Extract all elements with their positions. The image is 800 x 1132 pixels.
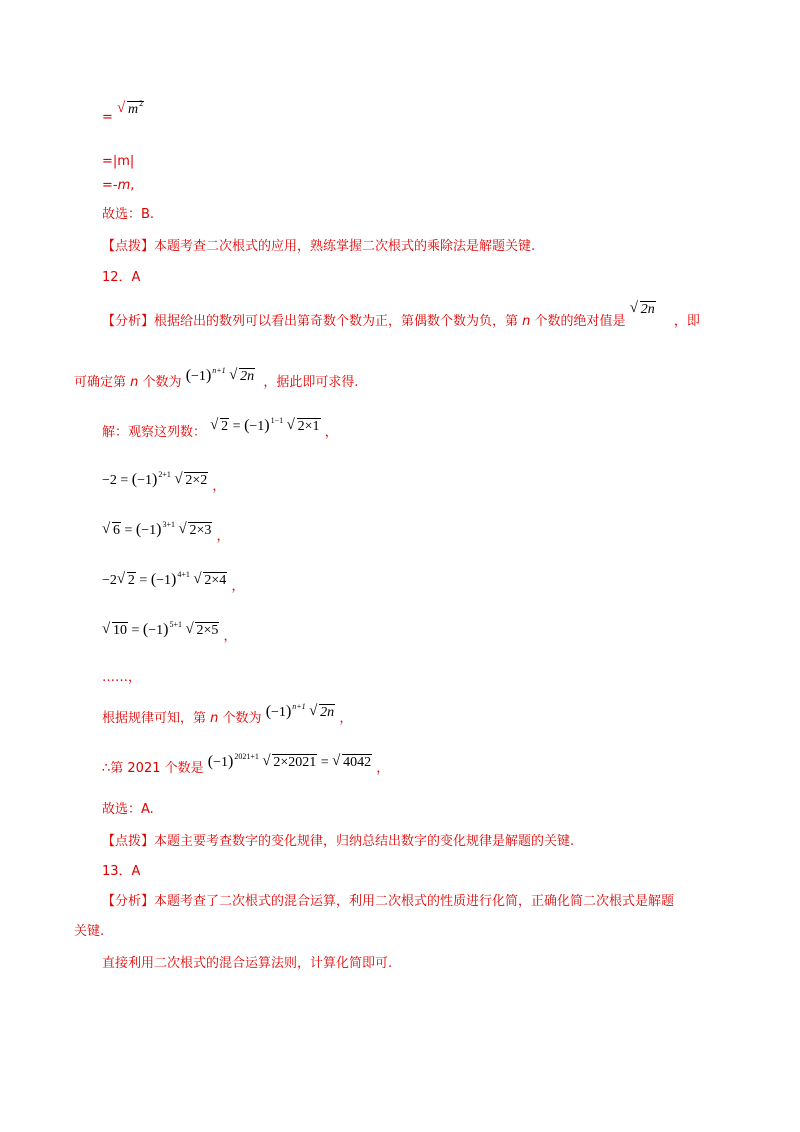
- text: ，: [223, 629, 237, 644]
- equals-sign: =: [102, 110, 113, 125]
- term-2021: [102, 752, 390, 780]
- comma: ,: [130, 178, 135, 193]
- analysis-12-line2: [74, 366, 359, 394]
- ellipsis: ……，: [102, 670, 142, 685]
- term-3: [102, 520, 230, 542]
- radical-2n: √ 2n: [631, 300, 656, 320]
- solution-start: [102, 416, 338, 444]
- analysis-12-line1: [102, 302, 700, 332]
- formula-term-4: −2√ $2 = (-1)^{4+1}$ √ 2×4: [102, 573, 227, 588]
- equals-minus: =-: [102, 178, 118, 193]
- step-sqrt-m-squared: [102, 99, 144, 129]
- tip-11: 【点拨】本题考查二次根式的应用，熟练掌握二次根式的乘除法是解题关键.: [102, 239, 536, 254]
- var-m: m: [117, 178, 131, 193]
- analysis-13-line1: 【分析】本题考查了二次根式的混合运算，利用二次根式的性质进行化简，正确化简二次根式是解题: [102, 894, 675, 909]
- rule-conclusion: [102, 702, 353, 730]
- text: 个数的绝对值是: [534, 314, 626, 329]
- var-n: n: [522, 314, 531, 329]
- formula-term-2021: $(-1)^{2021+1}$ √ 2×2021 = √ 4042: [208, 755, 372, 770]
- step-neg-m: [102, 176, 134, 196]
- text: ，: [212, 479, 226, 494]
- term-2: [102, 470, 225, 492]
- term-4: [102, 570, 244, 592]
- text: 个数为: [222, 711, 262, 726]
- text: ∴第 2021 个数是: [102, 761, 204, 776]
- step-abs-m: =|m|: [102, 154, 135, 169]
- answer-12: 故选：A.: [102, 802, 154, 817]
- radical-m-squared: [118, 100, 144, 121]
- exponent: 2: [139, 99, 144, 108]
- formula-term-2: $-2 = (-1)^{2+1}$ √ 2×2: [102, 473, 208, 488]
- term-5: [102, 620, 237, 642]
- formula-term-3: √ $6 = (-1)^{3+1}$ √ 2×3: [102, 523, 212, 538]
- text: ，: [324, 425, 338, 440]
- text: ，即: [673, 314, 700, 329]
- text: 个数为: [142, 375, 182, 390]
- formula-term-5: √ $10 = (-1)^{5+1}$ √ 2×5: [102, 623, 219, 638]
- text: ，: [376, 761, 390, 776]
- formula-nth-term: $(-1)^{n+1}$ √ 2n: [266, 705, 335, 720]
- text: 解：观察这列数：: [102, 425, 207, 440]
- var-m: m: [128, 102, 139, 117]
- var-n: n: [210, 711, 219, 726]
- text: 可确定第: [74, 375, 127, 390]
- question-13-answer: 13．A: [102, 864, 141, 879]
- analysis-13-line2: 关键.: [74, 924, 105, 939]
- text: 【分析】根据给出的数列可以看出第奇数个数为正，第偶数个数为负，第: [102, 314, 519, 329]
- text: ，: [339, 711, 353, 726]
- text: ，据此即可求得.: [263, 375, 359, 390]
- formula-term-1: √ $2 = (-1)^{1-1}$ √ 2×1: [210, 419, 320, 434]
- text: ，: [231, 579, 245, 594]
- var-n: n: [130, 375, 139, 390]
- tip-12: 【点拨】本题主要考查数字的变化规律，归纳总结出数字的变化规律是解题的关键.: [102, 834, 575, 849]
- method-13: 直接利用二次根式的混合运算法则，计算化简即可.: [102, 956, 393, 971]
- answer-11: 故选：B.: [102, 207, 155, 222]
- text: 根据规律可知，第: [102, 711, 207, 726]
- text: ，: [216, 529, 230, 544]
- formula-nth-term: $(-1)^{n+1}$ √ 2n: [186, 369, 255, 384]
- question-12-answer: 12．A: [102, 270, 141, 285]
